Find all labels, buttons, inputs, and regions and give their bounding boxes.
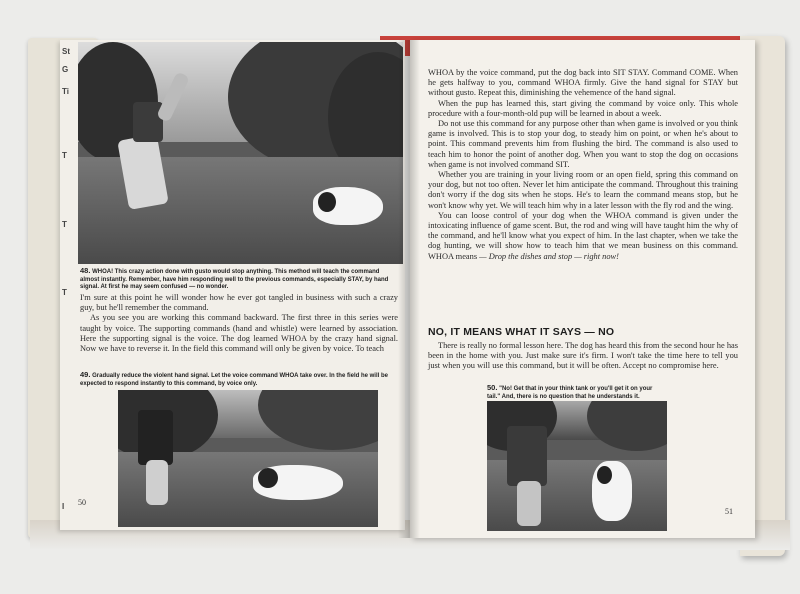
edge-letter: Ti bbox=[62, 87, 69, 96]
paragraph: I'm sure at this point he will wonder how he ever got tangled in business with such a crazy guy, but he'll remember the command. bbox=[80, 293, 398, 313]
paragraph: Do not use this command for any purpose other than when game is involved or you think game is involved. This is to stop your dog, to steady him on point, or when he's about to point. This command prevents him from flushing the bird. The command is also used to teach him to honor the point of another dog. When you want to stop the dog on occasions when game is not involved command SIT. bbox=[428, 119, 738, 169]
paragraph-italic-text: — Drop the dishes and stop — right now! bbox=[479, 251, 619, 261]
photo-49-man-and-dog bbox=[118, 390, 378, 527]
photo-50-man-scolding-dog bbox=[487, 401, 667, 531]
edge-letter: St bbox=[62, 47, 70, 56]
caption-number: 50. bbox=[487, 383, 498, 392]
caption-text: "No! Get that in your think tank or you'll get it on your tail." And, there is no question that he understands it. bbox=[487, 386, 653, 400]
book-gutter bbox=[398, 40, 420, 538]
edge-letter: G bbox=[62, 65, 69, 74]
edge-letter: T bbox=[62, 151, 67, 160]
caption-number: 48. bbox=[80, 266, 91, 275]
paragraph: As you see you are working this command backward. The first three in this series were taught by voice. The supporting commands (hand and whistle) were learned by association. Here the supporting signal is the voice. The dog learned WHOA by the crazy hand signal. Now we have to reverse it. In the field this command will only be given by voice. To teach bbox=[80, 313, 398, 354]
right-body-text-2 bbox=[428, 341, 738, 372]
section-heading: NO, IT MEANS WHAT IT SAYS — NO bbox=[428, 326, 615, 338]
paragraph bbox=[428, 211, 738, 262]
left-body-text bbox=[80, 293, 398, 354]
paragraph-text: You can loose control of your dog when the WHOA command is given under the intoxicating influence of game scent. But, the rod and wing will have taught him the why of the command, and he'll know what you expect of him. In the last chapter, when we take the dog hunting, we will show how to teach him that we mean business on this command. WHOA means bbox=[428, 210, 738, 261]
caption-text: Gradually reduce the violent hand signal. Let the voice command WHOA take over. In the field he will be expected to respond instantly to this command, by voice only. bbox=[80, 373, 388, 387]
edge-letter: T bbox=[62, 220, 67, 229]
caption-48 bbox=[80, 267, 398, 292]
paragraph: WHOA by the voice command, put the dog back into SIT STAY. Command COME. When he gets halfway to you, command WHOA firmly. Give the hand signal for STAY but without gusto. Repeat this, diminishing the vehemence of the hand signal. bbox=[428, 68, 738, 98]
paragraph: When the pup has learned this, start giving the command by voice only. This whole procedure with a four-month-old pup will be learned in about a week. bbox=[428, 98, 738, 118]
caption-number: 49. bbox=[80, 370, 91, 379]
page-number-left: 50 bbox=[78, 498, 86, 507]
paragraph: There is really no formal lesson here. The dog has heard this from the second hour he has been in the home with you. Just make sure it's firm. I won't take the time here to tell you just when you will use this command, but it will be often. Accept no compromise here. bbox=[428, 341, 738, 371]
paragraph: Whether you are training in your living room or an open field, spring this command on your dog, but not too often. Never let him anticipate the command. Throughout this training don't worry if the dog sits when he stops. He's to learn the command means stop, but he won't know why yet. We will teach him why in a later lesson with the fly rod and the wing. bbox=[428, 170, 738, 210]
edge-letter: I bbox=[62, 502, 65, 511]
caption-text: WHOA! This crazy action done with gusto would stop anything. This method will teach the command almost instantly. Remember, have him responding well to the previous commands, especially STAY, by hand signal. At first he may seem confused — no wonder. bbox=[80, 269, 389, 291]
right-body-text bbox=[428, 68, 738, 262]
photo-48-man-signaling-whoa bbox=[78, 42, 403, 264]
edge-letter: T bbox=[62, 288, 67, 297]
caption-50 bbox=[487, 384, 662, 401]
page-number-right: 51 bbox=[725, 507, 733, 516]
caption-49 bbox=[80, 371, 398, 388]
